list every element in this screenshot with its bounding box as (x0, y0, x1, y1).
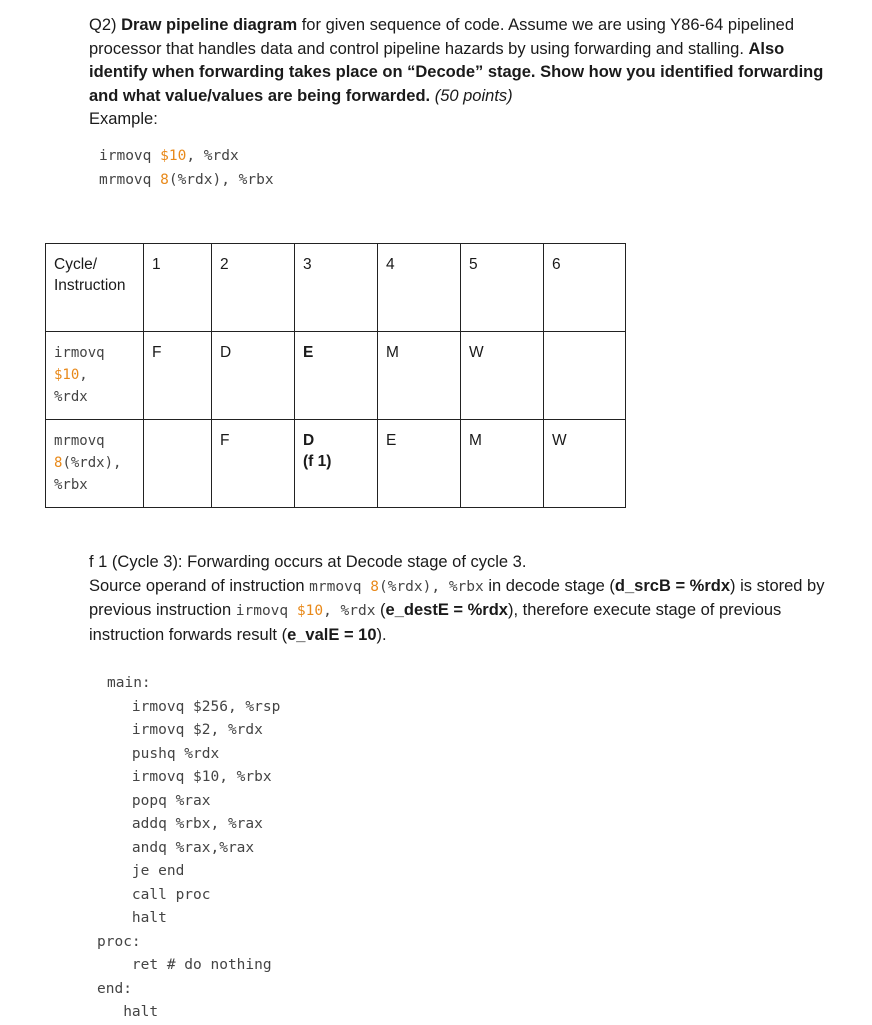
code-line: end: (97, 980, 132, 997)
code-line: addq %rbx, %rax (97, 816, 263, 832)
stage-cell: D (f 1) (295, 420, 378, 508)
example-code-line: irmovq $10, %rdx (99, 148, 239, 164)
note-line-1: f 1 (Cycle 3): Forwarding occurs at Decode stage of cycle 3. (89, 553, 527, 571)
code-line: halt (97, 910, 167, 926)
code-line: popq %rax (97, 792, 211, 809)
header-cell: Cycle/ Instruction (46, 244, 144, 332)
table-header-row (46, 244, 626, 332)
question-points: (50 points) (430, 86, 513, 105)
question-text-1: for given sequence of code. Assume we are using Y86-64 pipelined processor that handles data and control pipeline hazards by using forwarding and stalling. (89, 16, 794, 58)
example-code-line: mrmovq 8(%rdx), %rbx (99, 172, 274, 188)
stage-cell: F (144, 332, 212, 420)
table-row (46, 420, 626, 508)
stage-cell (144, 420, 212, 508)
code-line: proc: (97, 933, 141, 950)
header-cell: 2 (212, 244, 295, 332)
program-code (97, 672, 280, 1025)
stage-cell: F (212, 420, 295, 508)
code-line: irmovq $10, %rbx (97, 769, 272, 785)
header-cell: 6 (544, 244, 626, 332)
question-label: Q2) (89, 16, 122, 34)
code-line: je end (97, 863, 185, 879)
header-cell: 1 (144, 244, 212, 332)
stage-cell: W (461, 332, 544, 420)
code-line: irmovq $256, %rsp (97, 698, 281, 715)
example-label: Example: (89, 110, 158, 128)
forwarding-note: (f 1) (303, 453, 332, 470)
code-line: andq %rax,%rax (97, 839, 255, 856)
instruction-cell: irmovq $10, %rdx (46, 332, 144, 420)
header-cell: 3 (295, 244, 378, 332)
stage-cell: M (461, 420, 544, 508)
code-line: halt (97, 1004, 159, 1020)
code-line: main: (107, 675, 151, 691)
question-text (89, 14, 829, 132)
pipeline-table (45, 243, 626, 508)
forwarding-explanation: f 1 (Cycle 3): Forwarding occurs at Decode stage of cycle 3. Source operand of instruction mrmovq 8(%rdx), %rbx in decode stage (d_srcB = %rdx) is stored by previous instruction irmovq $10, %rdx (e_destE = %rdx), therefore execute stage of previous instruction forwards result (e_valE = 10). (89, 553, 825, 644)
code-line: pushq %rdx (97, 745, 220, 762)
example-code (97, 144, 274, 192)
table-row (46, 332, 626, 420)
stage-cell: E (378, 420, 461, 508)
header-cell: 4 (378, 244, 461, 332)
code-line: irmovq $2, %rdx (97, 722, 263, 738)
question-bold-1: Draw pipeline diagram (121, 16, 298, 34)
stage-cell: D (212, 332, 295, 420)
stage-cell: E (295, 332, 378, 420)
question-bold-2: Also identify when forwarding takes place on “Decode” stage. Show how you identified forwarding and what value/values are being forwarded. (89, 39, 824, 105)
code-line: ret # do nothing (97, 957, 272, 973)
stage-cell (544, 332, 626, 420)
stage-cell: W (544, 420, 626, 508)
header-cell: 5 (461, 244, 544, 332)
stage-cell: M (378, 332, 461, 420)
instruction-cell: mrmovq 8(%rdx), %rbx (46, 420, 144, 508)
code-line: call proc (97, 886, 211, 903)
